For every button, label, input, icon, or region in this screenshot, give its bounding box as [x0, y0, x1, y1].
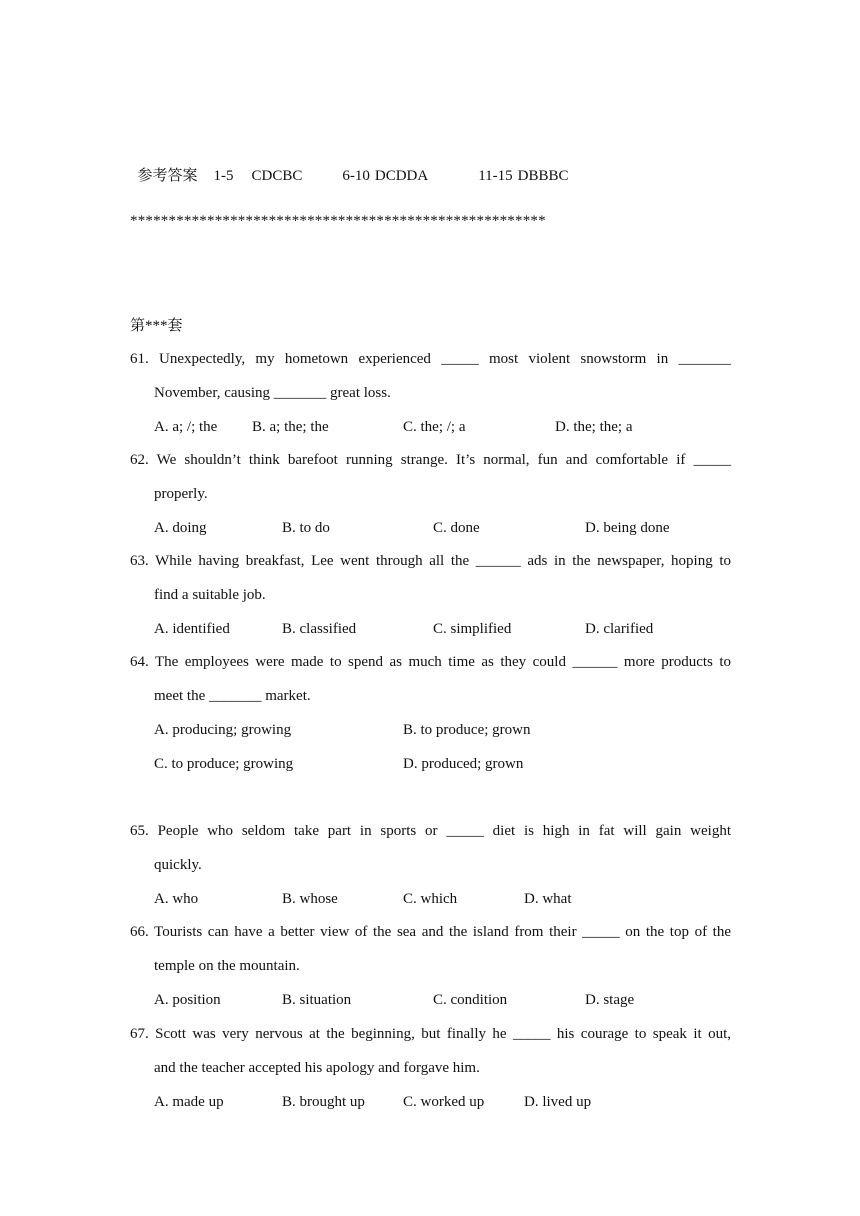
- option-b[interactable]: B. situation: [282, 992, 352, 1008]
- option-b[interactable]: B. to produce; grown: [403, 722, 531, 738]
- options-row: [154, 518, 731, 538]
- question-stem: 65. People who seldom take part in sports or _____ diet is high in fat will gain weight: [130, 823, 731, 839]
- answer-range-2: 6-10: [342, 168, 370, 184]
- answer-values-2: DCDDA: [374, 168, 429, 184]
- question-stem-continued: properly.: [154, 486, 208, 502]
- answer-range-1: 1-5: [213, 168, 234, 184]
- question-stem: 67. Scott was very nervous at the beginning, but finally he _____ his courage to speak it out,: [130, 1026, 731, 1042]
- answer-key: [130, 146, 569, 186]
- option-a[interactable]: A. identified: [154, 621, 230, 637]
- option-d[interactable]: D. stage: [585, 992, 635, 1008]
- answer-values-1: CDCBC: [251, 168, 303, 184]
- option-d[interactable]: D. what: [524, 891, 572, 907]
- option-d[interactable]: D. clarified: [585, 621, 654, 637]
- option-b[interactable]: B. to do: [282, 520, 330, 536]
- option-c[interactable]: C. condition: [433, 992, 508, 1008]
- option-a[interactable]: A. position: [154, 992, 221, 1008]
- option-b[interactable]: B. whose: [282, 891, 338, 907]
- answer-values-3: DBBBC: [517, 168, 569, 184]
- question-stem: 62. We shouldn’t think barefoot running strange. It’s normal, fun and comfortable if _____: [130, 452, 731, 468]
- option-d[interactable]: D. the; the; a: [555, 419, 633, 435]
- question-stem: 64. The employees were made to spend as much time as they could ______ more products to: [130, 654, 731, 670]
- option-c[interactable]: C. worked up: [403, 1094, 485, 1110]
- question-stem-continued: meet the _______ market.: [154, 688, 311, 704]
- question-stem-continued: find a suitable job.: [154, 587, 266, 603]
- answer-key-label: 参考答案: [137, 168, 198, 184]
- question-stem-continued: quickly.: [154, 857, 202, 873]
- options-row: [154, 990, 731, 1010]
- option-a[interactable]: A. producing; growing: [154, 722, 292, 738]
- option-c[interactable]: C. the; /; a: [403, 419, 466, 435]
- question-stem-continued: November, causing _______ great loss.: [154, 385, 391, 401]
- options-row: [154, 619, 731, 639]
- options-row: [154, 417, 731, 437]
- option-d[interactable]: D. being done: [585, 520, 670, 536]
- option-c[interactable]: C. to produce; growing: [154, 756, 294, 772]
- option-a[interactable]: A. a; /; the: [154, 419, 218, 435]
- question-stem-continued: and the teacher accepted his apology and forgave him.: [154, 1060, 480, 1076]
- option-c[interactable]: C. done: [433, 520, 480, 536]
- question-stem: 61. Unexpectedly, my hometown experienced _____ most violent snowstorm in _______: [130, 351, 731, 367]
- option-a[interactable]: A. made up: [154, 1094, 224, 1110]
- question-stem: 63. While having breakfast, Lee went through all the ______ ads in the newspaper, hoping to: [130, 553, 731, 569]
- answer-range-3: 11-15: [478, 168, 513, 184]
- option-b[interactable]: B. classified: [282, 621, 357, 637]
- option-a[interactable]: A. who: [154, 891, 199, 907]
- option-d[interactable]: D. lived up: [524, 1094, 592, 1110]
- options-row: [154, 754, 731, 774]
- separator-line: ******************************************************: [130, 213, 546, 229]
- option-b[interactable]: B. a; the; the: [252, 419, 329, 435]
- options-row: [154, 720, 731, 740]
- option-a[interactable]: A. doing: [154, 520, 207, 536]
- options-row: [154, 1092, 731, 1112]
- option-d[interactable]: D. produced; grown: [403, 756, 524, 772]
- section-title: 第***套: [130, 318, 183, 334]
- option-b[interactable]: B. brought up: [282, 1094, 365, 1110]
- option-c[interactable]: C. simplified: [433, 621, 512, 637]
- options-row: [154, 889, 731, 909]
- question-stem: 66. Tourists can have a better view of the sea and the island from their _____ on the top of the: [130, 924, 731, 940]
- question-stem-continued: temple on the mountain.: [154, 958, 300, 974]
- option-c[interactable]: C. which: [403, 891, 458, 907]
